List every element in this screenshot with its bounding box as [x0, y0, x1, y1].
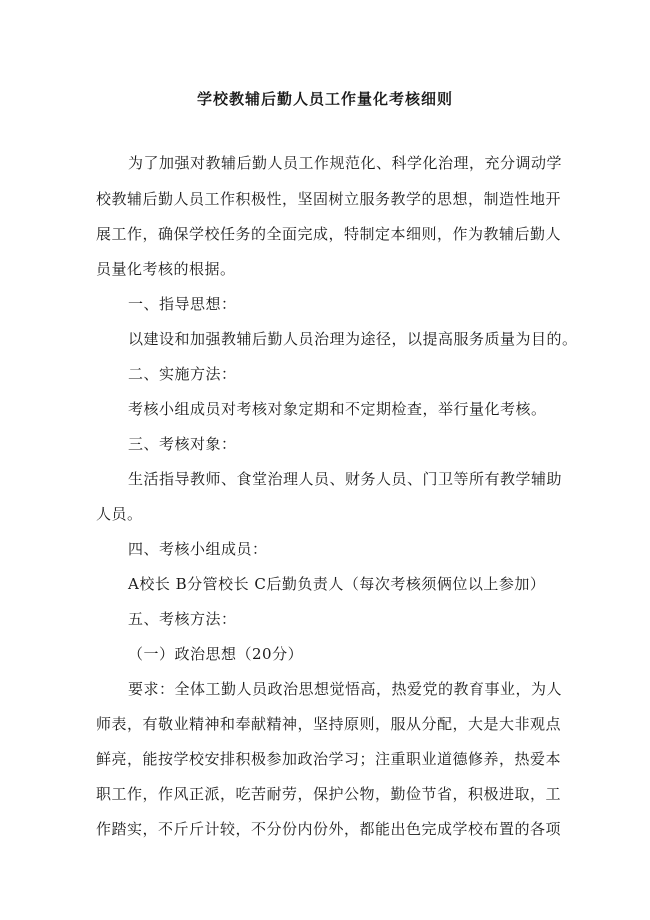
subsection-heading: （一）政治思想（20分）	[128, 645, 304, 663]
section-heading: 五、考核方法：	[128, 610, 237, 628]
paragraph-line: 为了加强对教辅后勤人员工作规范化、科学化治理，充分调动学	[128, 154, 563, 172]
paragraph-line: 鲜亮，能按学校安排积极参加政治学习；注重职业道德修养，热爱本	[96, 750, 562, 768]
document-title: 学校教辅后勤人员工作量化考核细则	[196, 90, 453, 108]
section-heading: 三、考核对象：	[128, 435, 237, 453]
paragraph-line: A校长 B分管校长 C后勤负责人（每次考核须俩位以上参加）	[128, 575, 546, 593]
paragraph-line: 职工作，作风正派，吃苦耐劳，保护公物，勤俭节省，积极进取，工	[96, 785, 562, 803]
paragraph-line: 人员。	[96, 505, 143, 523]
paragraph-line: 员量化考核的根据。	[96, 260, 236, 278]
paragraph-line: 师表，有敬业精神和奉献精神，坚持原则，服从分配，大是大非观点	[96, 715, 562, 733]
section-heading: 二、实施方法：	[128, 365, 237, 383]
paragraph-line: 考核小组成员对考核对象定期和不定期检查，举行量化考核。	[128, 400, 547, 418]
section-heading: 一、指导思想：	[128, 295, 237, 313]
paragraph-line: 生活指导教师、食堂治理人员、财务人员、门卫等所有教学辅助	[128, 470, 563, 488]
paragraph-line: 展工作，确保学校任务的全面完成，特制定本细则，作为教辅后勤人	[96, 225, 562, 243]
section-heading: 四、考核小组成员：	[128, 540, 268, 558]
paragraph-line: 作踏实，不斤斤计较，不分份内份外，都能出色完成学校布置的各项	[96, 820, 562, 838]
paragraph-line: 要求：全体工勤人员政治思想觉悟高，热爱党的教育事业，为人	[128, 680, 563, 698]
paragraph-line: 校教辅后勤人员工作积极性，坚固树立服务教学的思想，制造性地开	[96, 190, 562, 208]
paragraph-line: 以建设和加强教辅后勤人员治理为途径，以提高服务质量为目的。	[128, 330, 578, 348]
